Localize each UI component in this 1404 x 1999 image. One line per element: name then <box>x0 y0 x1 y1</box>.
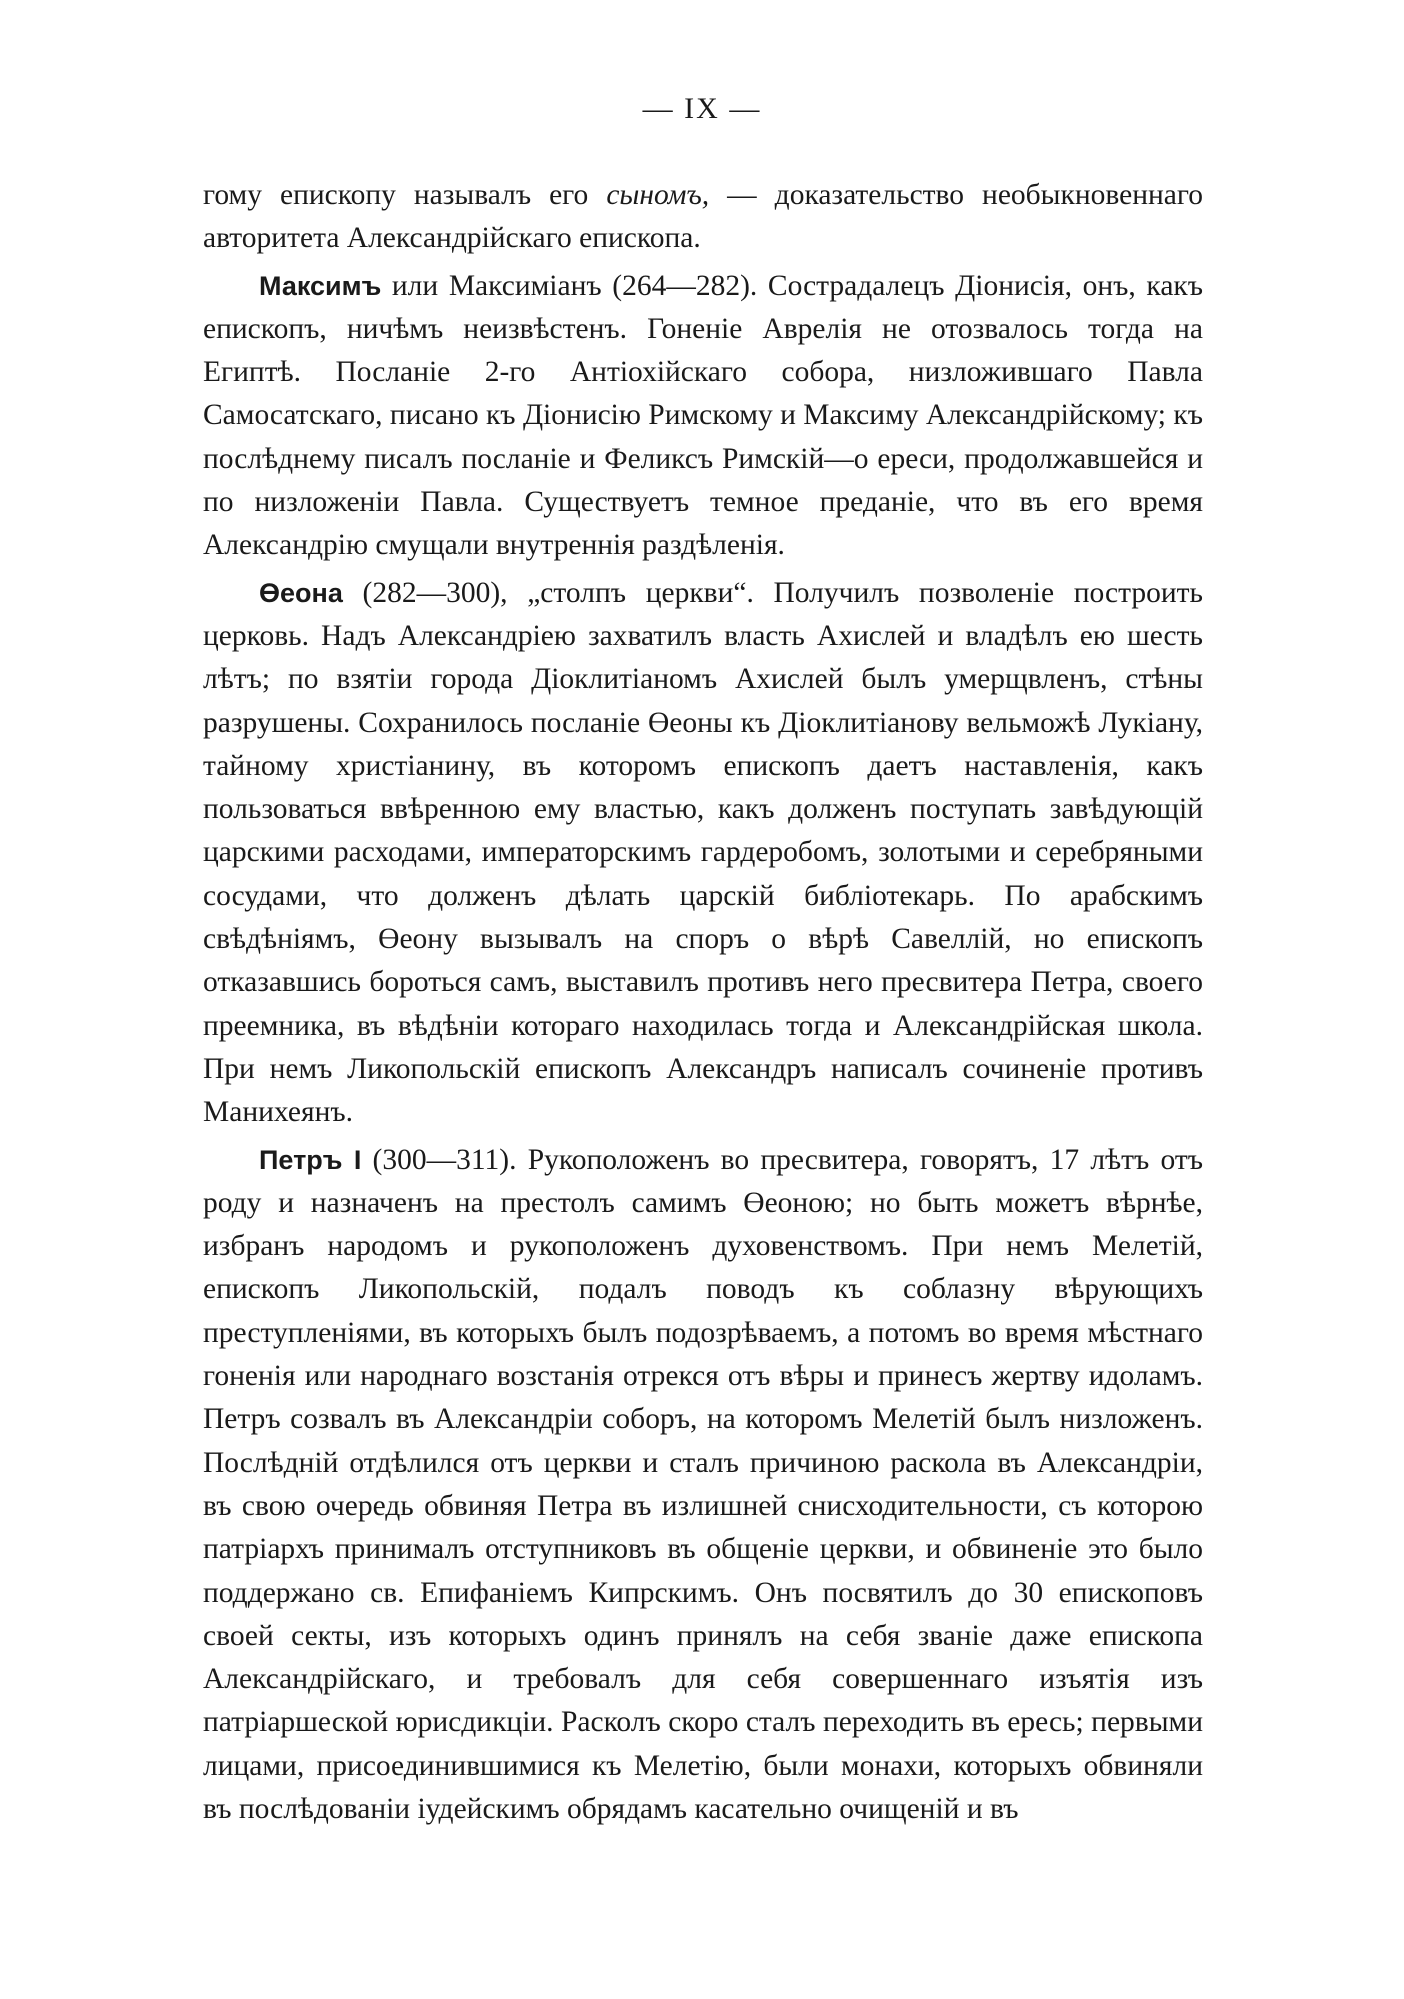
paragraph-continuation <box>203 174 1203 261</box>
paragraph-text: (300—311). Рукоположенъ во пресвитера, говорятъ, 17 лѣтъ отъ роду и назначенъ на престолъ самимъ Өеоною; но быть можетъ вѣрнѣе, избранъ народомъ и рукоположенъ духовенствомъ. При немъ Мелетій, епископъ Ликопольскій, подалъ поводъ къ соблазну вѣрующихъ преступленіями, въ которыхъ былъ подозрѣваемъ, а потомъ во время мѣстнаго гоненія или народнаго возстанія отрекся отъ вѣры и принесъ жертву идоламъ. Петръ созвалъ въ Александріи соборъ, на которомъ Мелетій былъ низложенъ. Послѣдній отдѣлился отъ церкви и сталъ причиною раскола въ Александріи, въ свою очередь обвиняя Петра въ излишней снисходительности, съ которою патріархъ принималъ отступниковъ въ общеніе церкви, и обвиненіе это было поддержано св. Епифаніемъ Кипрскимъ. Онъ посвятилъ до 30 епископовъ своей секты, изъ которыхъ одинъ принялъ на себя званіе даже епископа Александрійскаго, и требовалъ для себя совершеннаго изъятія изъ патріаршеской юрисдикціи. Расколъ скоро сталъ переходить въ ересь; первыми лицами, присоединившимися къ Мелетію, были монахи, которыхъ обвиняли въ послѣдованіи іудейскимъ обрядамъ касательно очищеній и въ <box>203 1143 1203 1825</box>
paragraph-text: или Максиміанъ (264—282). Сострадалецъ Діонисія, онъ, какъ епископъ, ничѣмъ неизвѣстенъ. Гоненіе Аврелія не отозвалось тогда на Египтѣ. Посланіе 2-го Антіохійскаго собора, низложившаго Павла Самосатскаго, писано къ Діонисію Римскому и Максиму Александрійскому; къ послѣднему писалъ посланіе и Феликсъ Римскій—о ереси, продолжавшейся и по низложеніи Павла. Существуетъ темное преданіе, что въ его время Александрію смущали внутреннія раздѣленія. <box>203 269 1203 562</box>
entry-heading: Петръ I <box>259 1144 362 1175</box>
paragraph-maksim <box>203 265 1203 568</box>
entry-heading: Максимъ <box>259 270 382 301</box>
paragraph-text-end: — доказательство необыкновеннаго авторитета Александрійскаго епископа. <box>203 179 1203 255</box>
paragraph-feona <box>203 572 1203 1135</box>
entry-heading: Өеона <box>259 577 343 608</box>
emphasized-word: сыномъ, <box>606 179 710 211</box>
page-number-header: — IX — <box>642 92 762 125</box>
paragraph-petr <box>203 1139 1203 1832</box>
paragraph-text: (282—300), „столпъ церкви“. Получилъ позволеніе построить церковь. Надъ Александріею захватилъ власть Ахислей и владѣлъ ею шесть лѣтъ; по взятіи города Діоклитіаномъ Ахислей былъ умерщвленъ, стѣны разрушены. Сохранилось посланіе Өеоны къ Діоклитіанову вельможѣ Лукіану, тайному христіанину, въ которомъ епископъ даетъ наставленія, какъ пользоваться ввѣренною ему властью, какъ долженъ поступать завѣдующій царскими расходами, императорскимъ гардеробомъ, золотыми и серебряными сосудами, что долженъ дѣлать царскій библіотекарь. По арабскимъ свѣдѣніямъ, Өеону вызывалъ на споръ о вѣрѣ Савеллій, но епископъ отказавшись бороться самъ, выставилъ противъ него пресвитера Петра, своего преемника, въ вѣдѣніи котораго находилась тогда и Александрійская школа. При немъ Ликопольскій епископъ Александръ написалъ сочиненіе противъ Манихеянъ. <box>203 576 1203 1129</box>
body-text <box>203 174 1203 1835</box>
paragraph-text: гому епископу называлъ его <box>203 179 607 211</box>
